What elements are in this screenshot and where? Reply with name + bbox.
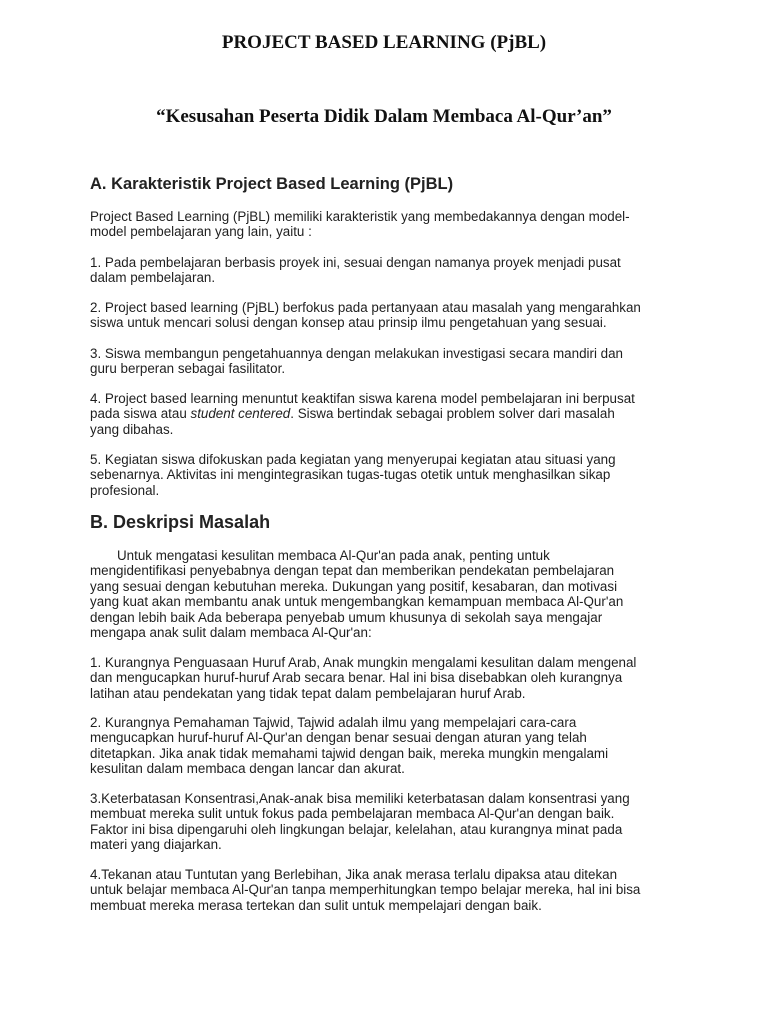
section-b-cause-3 <box>90 791 730 853</box>
section-b-cause-4 <box>90 867 730 913</box>
text-segment: pada siswa atau <box>90 406 191 422</box>
section-b-intro <box>90 548 730 640</box>
text-line: 1. Pada pembelajaran berbasis proyek ini, sesuai dengan namanya proyek menjadi pusat <box>90 255 621 270</box>
text-line: dalam pembelajaran. <box>90 270 216 286</box>
text-line: siswa untuk mencari solusi dengan konsep atau prinsip ilmu pengetahuan yang sesuai. <box>90 315 607 331</box>
section-a-item-5 <box>90 452 730 498</box>
text-line: yang kuat akan membantu anak untuk mengembangkan kemampuan membaca Al-Qur'an <box>90 594 624 610</box>
text-line: dan mengucapkan huruf-huruf Arab secara benar. Hal ini bisa disebabkan oleh kurangnya <box>90 670 623 686</box>
section-a-item-3 <box>90 346 730 377</box>
text-line: Project Based Learning (PjBL) memiliki karakteristik yang membedakannya dengan model- <box>90 209 630 224</box>
text-line: guru berperan sebagai fasilitator. <box>90 361 286 377</box>
section-a-item-1 <box>90 255 730 286</box>
text-line: yang sesuai dengan kebutuhan mereka. Dukungan yang positif, kesabaran, dan motivasi <box>90 578 618 594</box>
text-line: 4.Tekanan atau Tuntutan yang Berlebihan, Jika anak merasa terlalu dipaksa atau ditekan <box>90 867 618 882</box>
section-a-item-2 <box>90 300 730 331</box>
text-line: 3.Keterbatasan Konsentrasi,Anak-anak bisa memiliki keterbatasan dalam konsentrasi yang <box>90 791 630 806</box>
text-line: kesulitan dalam membaca dengan lancar dan akurat. <box>90 761 405 777</box>
text-line: mengucapkan huruf-huruf Al-Qur'an dengan benar sesuai dengan aturan yang telah <box>90 730 587 746</box>
text-line: materi yang diajarkan. <box>90 837 222 853</box>
text-line: 4. Project based learning menuntut keaktifan siswa karena model pembelajaran ini berpusat <box>90 391 635 406</box>
text-line: 2. Kurangnya Pemahaman Tajwid, Tajwid adalah ilmu yang mempelajari cara-cara <box>90 715 577 730</box>
text-line: latihan atau pendekatan yang tidak tepat dalam pembelajaran huruf Arab. <box>90 685 526 701</box>
section-b-cause-1 <box>90 655 730 701</box>
section-b-heading: B. Deskripsi Masalah <box>90 512 271 532</box>
section-a-intro <box>90 209 730 240</box>
document-title: PROJECT BASED LEARNING (PjBL) <box>221 32 547 53</box>
section-a-item-4 <box>90 391 730 437</box>
text-line: mengapa anak sulit dalam membaca Al-Qur'an: <box>90 625 372 641</box>
text-line: model pembelajaran yang lain, yaitu : <box>90 224 312 240</box>
text-line: 5. Kegiatan siswa difokuskan pada kegiatan yang menyerupai kegiatan atau situasi yang <box>90 452 616 467</box>
text-line: sebenarnya. Aktivitas ini mengintegrasikan tugas-tugas otetik untuk menghasilkan sikap <box>90 467 611 483</box>
text-line: ditetapkan. Jika anak tidak memahami tajwid dengan baik, mereka mungkin mengalami <box>90 745 609 761</box>
text-line: Untuk mengatasi kesulitan membaca Al-Qur'an pada anak, penting untuk <box>117 548 550 563</box>
text-line: profesional. <box>90 482 160 498</box>
text-line: mengidentifikasi penyebabnya dengan tepat dan memberikan pendekatan pembelajaran <box>90 563 615 579</box>
section-a-heading: A. Karakteristik Project Based Learning (PjBL) <box>90 175 454 193</box>
document-subtitle: “Kesusahan Peserta Didik Dalam Membaca Al-Qur’an” <box>156 106 612 127</box>
text-line: dengan lebih baik Ada beberapa penyebab umum khusunya di sekolah saya mengajar <box>90 609 603 625</box>
text-line: membuat mereka sulit untuk fokus pada pembelajaran membaca Al-Qur'an dengan baik. <box>90 806 615 822</box>
text-line: Faktor ini bisa dipengaruhi oleh lingkungan belajar, kelelahan, atau kurangnya minat pada <box>90 821 623 837</box>
text-segment: . Siswa bertindak sebagai problem solver dari masalah <box>290 406 615 422</box>
text-line: 2. Project based learning (PjBL) berfokus pada pertanyaan atau masalah yang mengarahkan <box>90 300 641 315</box>
text-line: 1. Kurangnya Penguasaan Huruf Arab, Anak mungkin mengalami kesulitan dalam mengenal <box>90 655 637 670</box>
text-line: untuk belajar membaca Al-Qur'an tanpa memperhitungkan tempo belajar mereka, hal ini bisa <box>90 882 641 898</box>
text-line: yang dibahas. <box>90 421 174 437</box>
text-line: 3. Siswa membangun pengetahuannya dengan melakukan investigasi secara mandiri dan <box>90 346 623 361</box>
section-b-cause-2 <box>90 715 730 777</box>
text-line: membuat mereka merasa tertekan dan sulit untuk mempelajari dengan baik. <box>90 897 542 913</box>
emphasis-text: student centered <box>190 406 291 422</box>
